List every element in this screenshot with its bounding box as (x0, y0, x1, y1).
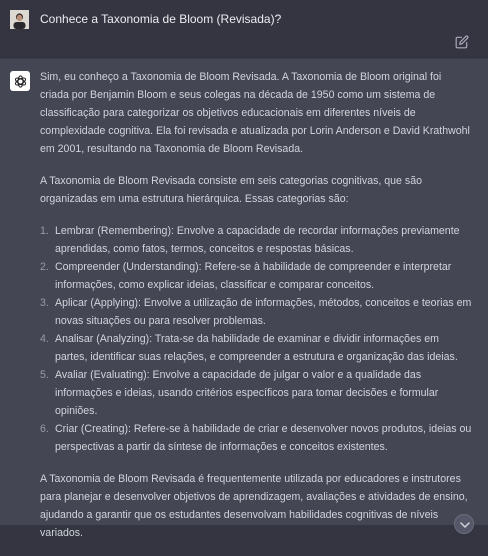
categories-list (40, 222, 472, 456)
assistant-response (40, 68, 472, 556)
list-item-text: Aplicar (Applying): Envolve a utilização de informações, métodos, conceitos e teorias em novas situações ou para resolver problemas. (55, 297, 472, 327)
list-number: 6. (40, 423, 49, 435)
assistant-message (0, 58, 488, 539)
chevron-down-icon (455, 515, 475, 535)
categories-intro-paragraph: A Taxonomia de Bloom Revisada consiste em seis categorias cognitivas, que são organizadas em uma estrutura hierárquica. Essas categorias são: (40, 175, 422, 205)
list-item (40, 330, 472, 366)
list-item-text: Compreender (Understanding): Refere-se à habilidade de compreender e interpretar informações, como explicar ideias, classificar e comparar conceitos. (55, 261, 452, 291)
user-avatar (10, 10, 29, 29)
list-number: 1. (40, 225, 49, 237)
user-avatar-image (10, 10, 29, 29)
list-item (40, 366, 472, 420)
list-number: 3. (40, 297, 49, 309)
list-item (40, 420, 472, 456)
user-question: Conhece a Taxonomia de Bloom (Revisada)? (40, 12, 282, 26)
list-item-text: Lembrar (Remembering): Envolve a capacidade de recordar informações previamente aprendidas, como fatos, termos, conceitos e respostas básicas. (55, 225, 460, 255)
list-item-text: Analisar (Analyzing): Trata-se da habilidade de examinar e dividir informações em partes, identificar suas relações, e compreender a estrutura e organização das ideias. (55, 333, 458, 363)
list-number: 4. (40, 333, 49, 345)
list-number: 5. (40, 369, 49, 381)
openai-logo-icon (13, 74, 28, 89)
list-item-text: Criar (Creating): Refere-se à habilidade de criar e desenvolver novos produtos, ideias ou perspectivas a partir da síntese de informações e conceitos existentes. (55, 423, 472, 453)
list-item (40, 258, 472, 294)
list-number: 2. (40, 261, 49, 273)
list-item (40, 222, 472, 258)
edit-message-button[interactable] (455, 35, 469, 49)
intro-paragraph: Sim, eu conheço a Taxonomia de Bloom Revisada. A Taxonomia de Bloom original foi criada por Benjamin Bloom e seus colegas na década de 1950 como um sistema de classificação para categorizar os objetivos educacionais em diferentes níveis de complexidade cognitiva. Ela foi revisada e atualizada por Lorin Anderson e David Krathwohl em 2001, resultando na Taxonomia de Bloom Revisada. (40, 71, 470, 155)
scroll-to-bottom-button[interactable] (454, 514, 474, 534)
edit-icon (455, 35, 469, 49)
list-item (40, 294, 472, 330)
assistant-avatar (10, 71, 30, 91)
user-message (0, 0, 488, 58)
closing-paragraph: A Taxonomia de Bloom Revisada é frequentemente utilizada por educadores e instrutores para planejar e desenvolver objetivos de aprendizagem, avaliações e atividades de ensino, ajudando a garantir que os estudantes desenvolvam habilidades cognitivas de níveis variados. (40, 473, 468, 539)
list-item-text: Avaliar (Evaluating): Envolve a capacidade de julgar o valor e a qualidade das informações e ideias, usando critérios específicos para tomar decisões e formular opiniões. (55, 369, 439, 417)
